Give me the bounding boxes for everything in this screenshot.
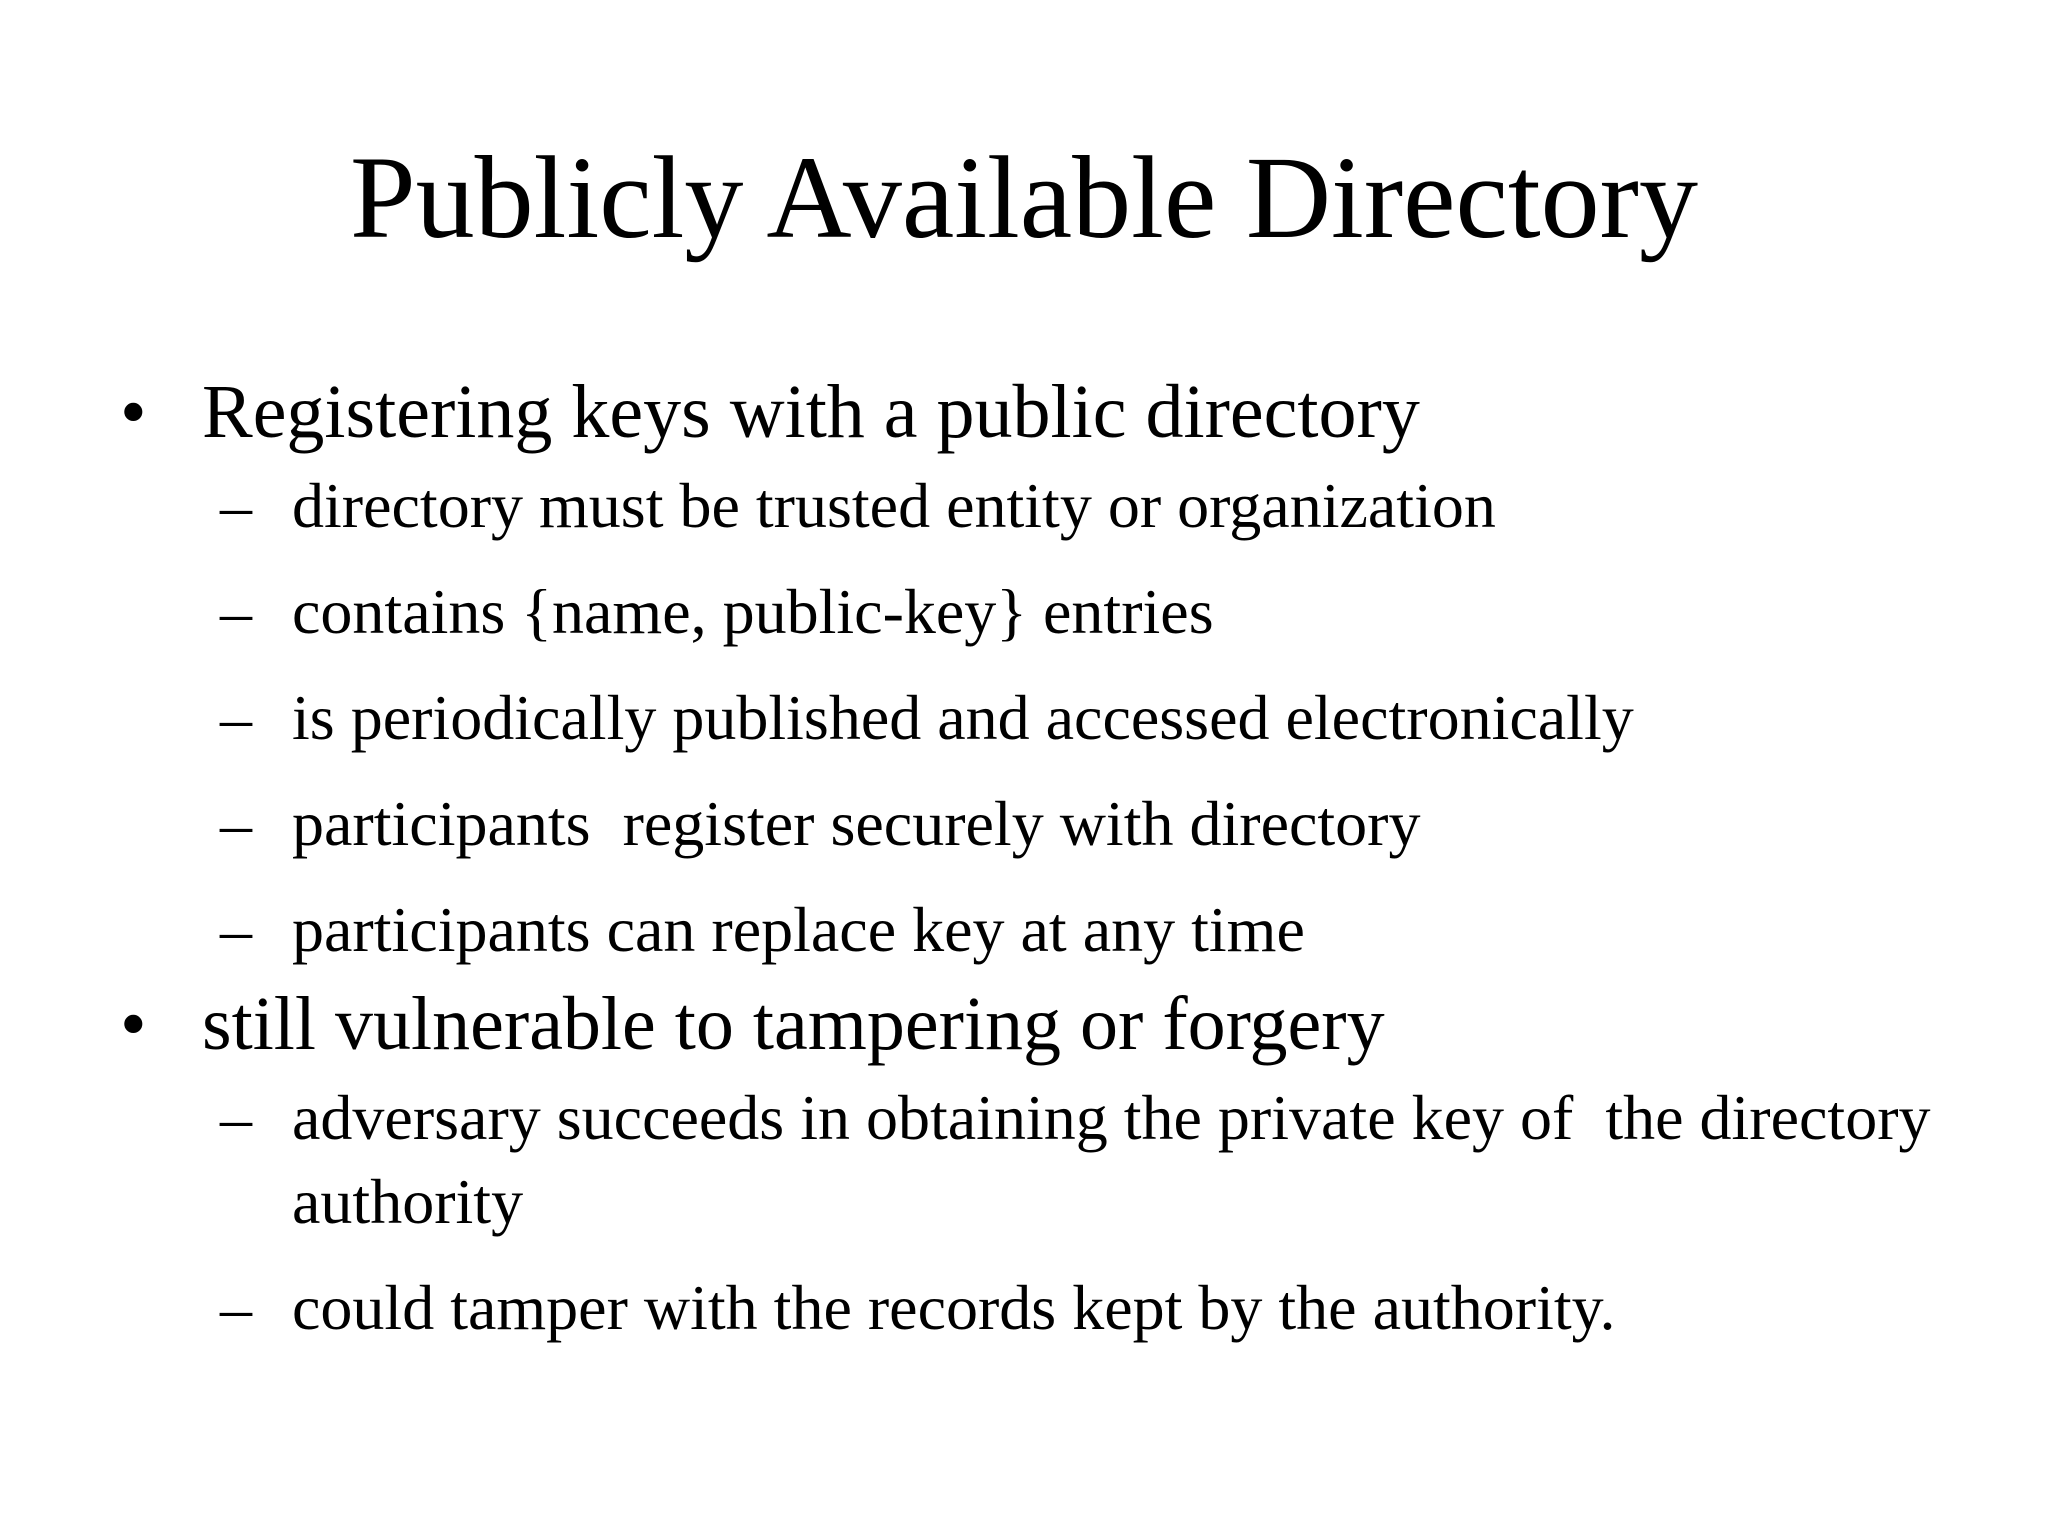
bullet-icon: • [120,370,147,454]
sub-item-text: participants can replace key at any time [292,894,1305,965]
sub-item [120,464,2000,548]
sub-item [120,570,2000,654]
sub-item-text: could tamper with the records kept by the authority. [292,1272,1616,1343]
dash-icon: – [220,894,252,965]
sub-item-text: is periodically published and accessed electronically [292,682,1634,753]
sub-list [120,1076,2000,1350]
sub-item-text: adversary succeeds in obtaining the private key of the directory authority [292,1082,1947,1237]
sub-item [120,888,2000,972]
bullet-icon: • [120,982,147,1066]
bullet-text: still vulnerable to tampering or forgery [202,982,1385,1066]
dash-icon: – [220,788,252,859]
slide-content [120,364,2000,1354]
sub-item-text: contains {name, public-key} entries [292,576,1214,647]
sub-item [120,676,2000,760]
bullet-item [120,976,2000,1072]
slide-title: Publicly Available Directory [350,132,1698,263]
dash-icon: – [220,682,252,753]
sub-item [120,782,2000,866]
sub-item-text: directory must be trusted entity or organization [292,470,1496,541]
bullet-item [120,364,2000,460]
dash-icon: – [220,470,252,541]
dash-icon: – [220,1082,252,1153]
dash-icon: – [220,1272,252,1343]
sub-list [120,464,2000,972]
sub-item [120,1076,2000,1244]
bullet-text: Registering keys with a public directory [202,370,1420,454]
sub-item [120,1266,2000,1350]
sub-item-text: participants register securely with directory [292,788,1421,859]
dash-icon: – [220,576,252,647]
